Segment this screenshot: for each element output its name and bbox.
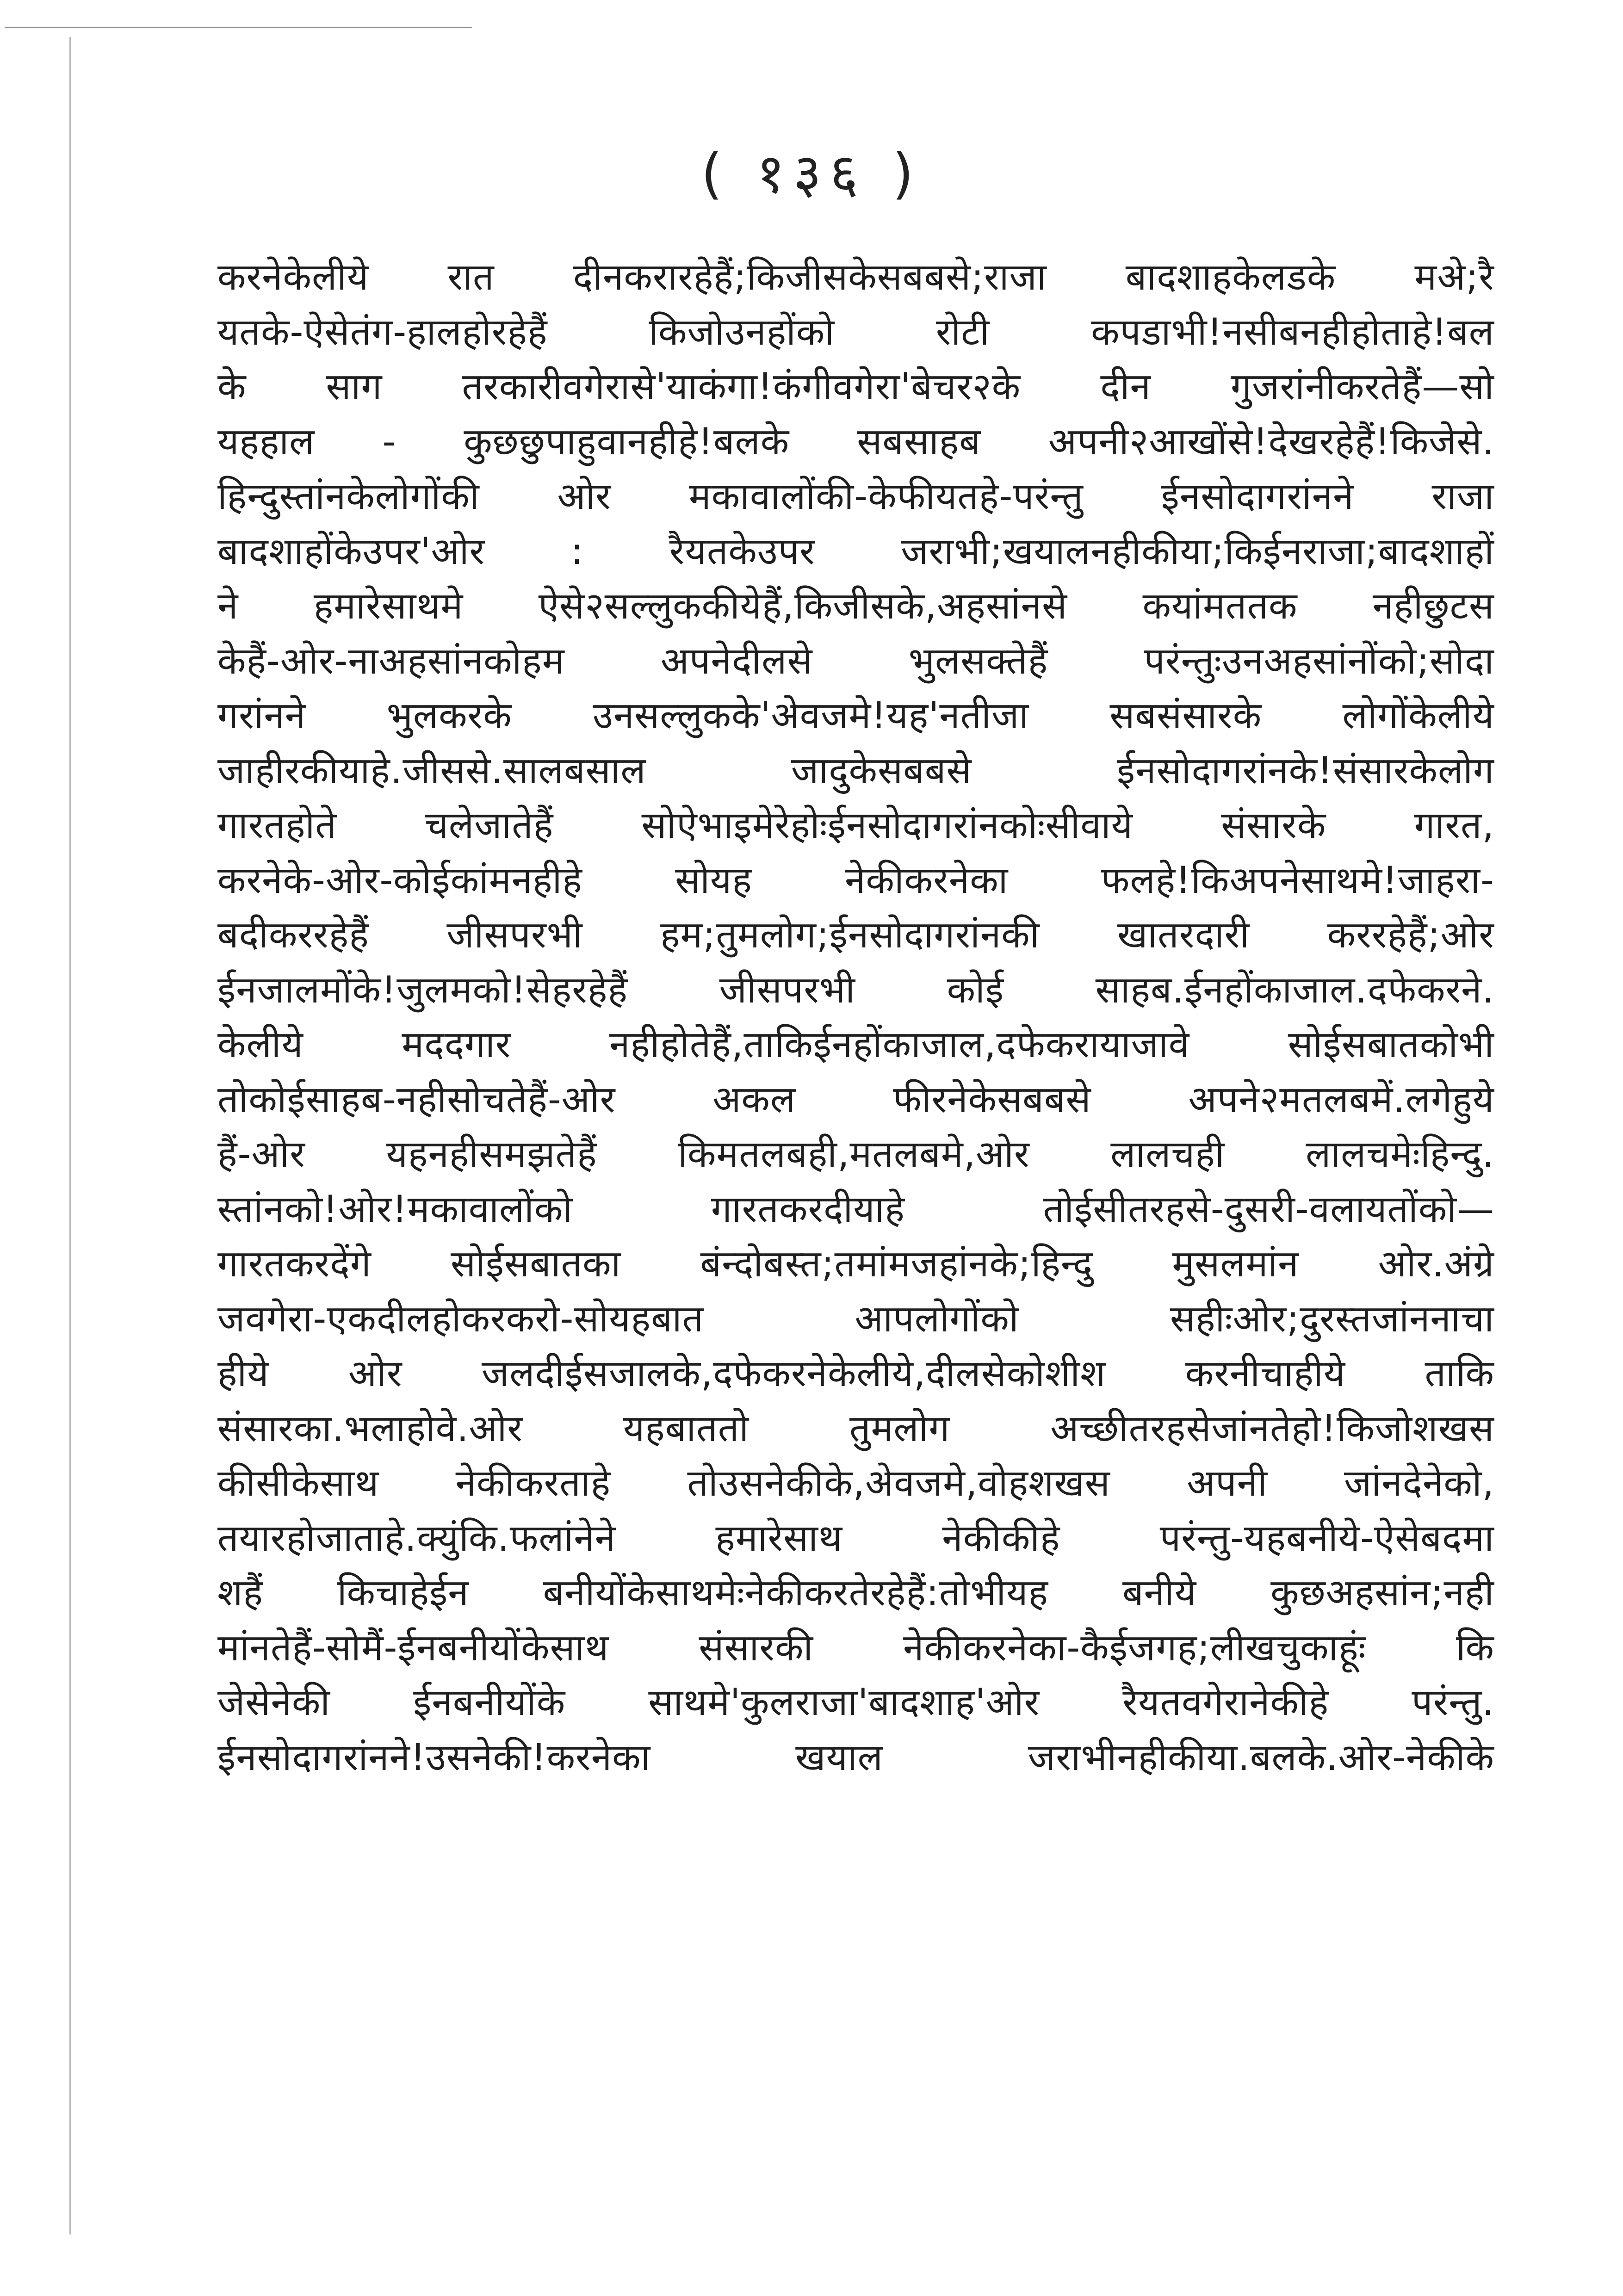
text-line: ईनजालमोंके!जुलमको!सेहरहेहैं जीसपरभी कोई साहब.ईनहोंकाजाल.दफेकरने. bbox=[217, 968, 1494, 1011]
text-line: गारतकरदेंगे सोईसबातका बंन्दोबस्त;तमांमजहांनके;हिन्दु मुसलमांन ओर.अंग्रे bbox=[217, 1242, 1494, 1285]
text-line: हीये ओर जलदीईसजालके,दफेकरनेकेलीये,दीलसेकोशीश करनीचाहीये ताकि bbox=[217, 1352, 1494, 1395]
text-line: जवगेरा-एकदीलहोकरकरो-सोयहबात आपलोगोंको सहीःओर;दुरस्तजांननाचा bbox=[217, 1297, 1494, 1340]
text-line: कीसीकेसाथ नेकीकरताहे तोउसनेकीके,अेवजमे,वोहशखस अपनी जांनदेनेको, bbox=[217, 1461, 1494, 1504]
text-line: करनेके-ओर-कोईकांमनहीहे सोयह नेकीकरनेका फलहे!किअपनेसाथमे!जाहरा- bbox=[217, 858, 1494, 902]
text-line: ईनसोदागरांनने!उसनेकी!करनेका खयाल जराभीनहीकीया.बलके.ओर-नेकीके bbox=[217, 1735, 1494, 1779]
text-line: मांनतेहैं-सोमैं-ईनबनीयोंकेसाथ संसारकी नेकीकरनेका-कैईजगह;लीखचुकाहूंः कि bbox=[217, 1626, 1494, 1669]
text-line: गरांनने भुलकरके उनसल्लुकके'अेवजमे!यह'नतीजा सबसंसारके लोगोंकेलीये bbox=[217, 694, 1494, 737]
text-line: तयारहोजाताहे.क्युंकि.फलांनेने हमारेसाथ नेकीकीहे परंन्तु-यहबनीये-ऐसेबदमा bbox=[217, 1516, 1494, 1560]
text-line: केलीये मददगार नहीहोतेहैं,ताकिईनहोंकाजाल,दफेकरायाजावे सोईसबातकोभी bbox=[217, 1023, 1494, 1066]
text-line: स्तांनको!ओर!मकावालोंको गारतकरदीयाहे तोईसीतरहसे-दुसरी-वलायतोंको— bbox=[217, 1187, 1494, 1231]
text-line: गारतहोते चलेजातेहैं सोऐभाइमेरेहोःईनसोदागरांनकोःसीवाये संसारके गारत, bbox=[217, 804, 1494, 847]
text-line: हैं-ओर यहनहीसमझतेहैं किमतलबही,मतलबमे,ओर लालचही लालचमेःहिन्दु. bbox=[217, 1133, 1494, 1176]
text-line: बादशाहोंकेउपर'ओर : रैयतकेउपर जराभी;खयालनहीकीया;किईनराजा;बादशाहों bbox=[217, 529, 1494, 573]
top-margin-rule bbox=[5, 27, 472, 28]
text-line: जाहीरकीयाहे.जीससे.सालबसाल जादुकेसबबसे ईनसोदागरांनके!संसारकेलोग bbox=[217, 749, 1494, 792]
text-line: यतके-ऐसेतंग-हालहोरहेहैं किजोउनहोंको रोटी कपडाभी!नसीबनहीहोताहे!बल bbox=[217, 310, 1494, 353]
text-line: करनेकेलीये रात दीनकरारहेहैं;किजीसकेसबबसे;राजा बादशाहकेलडके मअे;रै bbox=[217, 255, 1494, 298]
text-line: के साग तरकारीवगेरासे'याकंगा!कंगीवगेरा'बेचर२के दीन गुजरांनीकरतेहैं—सो bbox=[217, 365, 1494, 408]
text-line: जेसेनेकी ईनबनीयोंके साथमे'कुलराजा'बादशाह'ओर रैयतवगेरानेकीहे परंन्तु. bbox=[217, 1681, 1494, 1724]
text-line: संसारका.भलाहोवे.ओर यहबाततो तुमलोग अच्छीतरहसेजांनतेहो!किजोशखस bbox=[217, 1406, 1494, 1450]
left-margin-rule bbox=[69, 37, 71, 2234]
text-line: यहहाल - कुछछुपाहुवानहीहे!बलके सबसाहब अपनी२आखोंसे!देखरहेहैं!किजेसे. bbox=[217, 420, 1494, 463]
text-line: ने हमारेसाथमे ऐसे२सल्लुककीयेहैं,किजीसके,अहसांनसे कयांमततक नहीछुटस bbox=[217, 584, 1494, 627]
body-text bbox=[217, 250, 1494, 1785]
text-line: तोकोईसाहब-नहीसोचतेहैं-ओर अकल फीरनेकेसबबसे अपने२मतलबमें.लगेहुये bbox=[217, 1077, 1494, 1121]
text-line: बदीकररहेहैं जीसपरभी हम;तुमलोग;ईनसोदागरांनकी खातरदारी कररहेहैं;ओर bbox=[217, 913, 1494, 956]
text-line: केहैं-ओर-नाअहसांनकोहम अपनेदीलसे भुलसक्तेहैं परंन्तुःउनअहसांनोंको;सोदा bbox=[217, 639, 1494, 682]
page-number: ( १३६ ) bbox=[701, 142, 922, 205]
text-line: हिन्दुस्तांनकेलोगोंकी ओर मकावालोंकी-केफीयतहे-परंन्तु ईनसोदागरांनने राजा bbox=[217, 475, 1494, 518]
text-line: शहैं किचाहेईन बनीयोंकेसाथमेःनेकीकरतेरहेहैं:तोभीयह बनीये कुछअहसांन;नही bbox=[217, 1571, 1494, 1614]
